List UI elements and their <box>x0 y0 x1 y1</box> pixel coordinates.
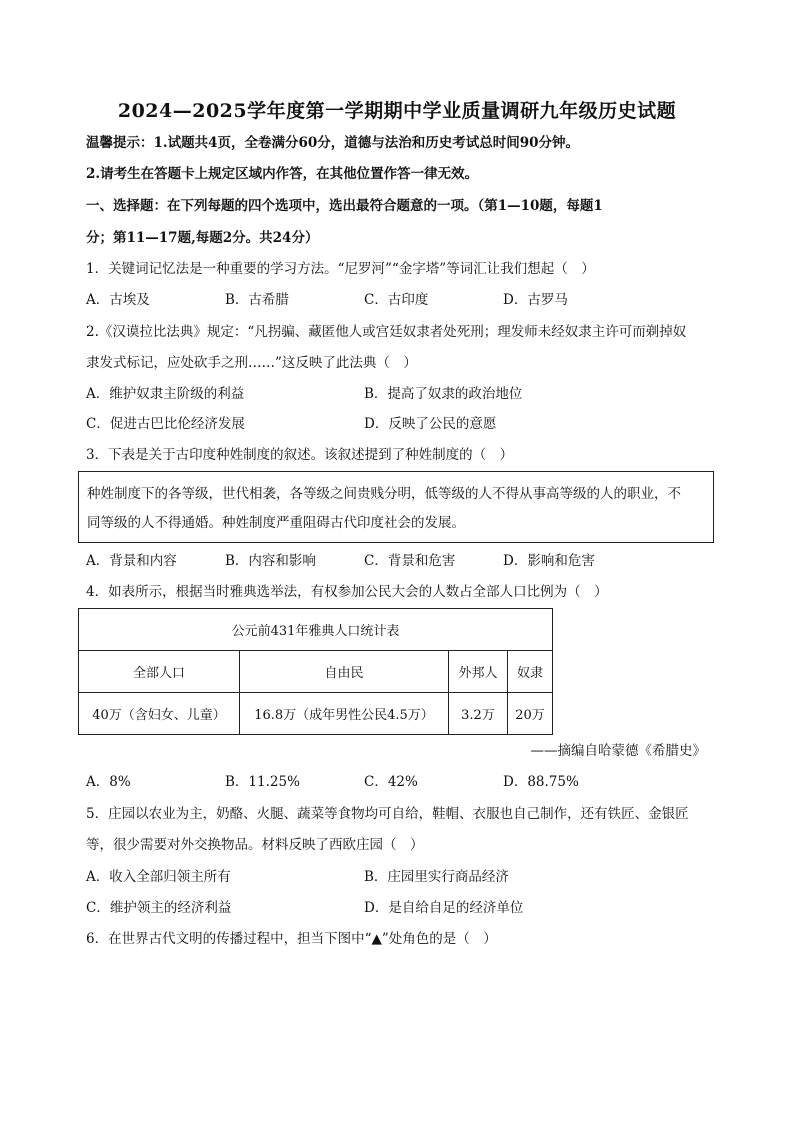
q2-stem-line-1: 2.《汉谟拉比法典》规定：“凡拐骗、藏匿他人或宫廷奴隶者处死刑；理发师未经奴隶主许可而剃掉奴 <box>86 324 687 340</box>
q4-option-c: C．42% <box>364 774 418 790</box>
q2-option-a: A．维护奴隶主阶级的利益 <box>86 386 245 402</box>
section-heading-line-2: 分；第11—17题,每题2分。共24分） <box>86 230 319 246</box>
table-header-freemen: 自由民 <box>240 651 449 693</box>
q5-option-c: C．维护领主的经济利益 <box>86 900 232 916</box>
notice-line-1: 温馨提示：1.试题共4页，全卷满分60分，道德与法治和历史考试总时间90分钟。 <box>86 135 580 151</box>
q2-option-b: B．提高了奴隶的政治地位 <box>364 386 523 402</box>
population-table <box>78 608 553 735</box>
notice-line-2: 2.请考生在答题卡上规定区域内作答，在其他位置作答一律无效。 <box>86 166 479 182</box>
q3-box-line-1: 种姓制度下的各等级，世代相袭，各等级之间贵贱分明，低等级的人不得从事高等级的人的职业，不 <box>87 486 681 502</box>
q1-option-c: C．古印度 <box>364 292 429 308</box>
page-title: 2024—2025学年度第一学期期中学业质量调研九年级历史试题 <box>117 100 677 122</box>
q3-option-d: D．影响和危害 <box>503 553 595 569</box>
table-cell-foreigners: 3.2万 <box>449 693 508 735</box>
table-header-total: 全部人口 <box>79 651 240 693</box>
q1-option-d: D．古罗马 <box>503 292 568 308</box>
q5-option-b: B．庄园里实行商品经济 <box>364 869 509 885</box>
q4-stem: 4．如表所示，根据当时雅典选举法，有权参加公民大会的人数占全部人口比例为（ ） <box>86 584 608 600</box>
table-cell-total: 40万（含妇女、儿童） <box>79 693 240 735</box>
q3-stem: 3．下表是关于古印度种姓制度的叙述。该叙述提到了种姓制度的（ ） <box>86 447 514 463</box>
q3-option-a: A．背景和内容 <box>86 553 177 569</box>
table-header-foreigners: 外邦人 <box>449 651 508 693</box>
q4-option-d: D．88.75% <box>503 774 579 790</box>
section-heading-line-1: 一、选择题：在下列每题的四个选项中，选出最符合题意的一项。（第1—10题，每题1 <box>86 198 603 214</box>
table-cell-slaves: 20万 <box>508 693 553 735</box>
q1-option-b: B．古希腊 <box>225 292 289 308</box>
q4-option-b: B．11.25% <box>225 774 300 790</box>
q5-stem-line-1: 5．庄园以农业为主，奶酪、火腿、蔬菜等食物均可自给，鞋帽、衣服也自己制作，还有铁匠、金银匠 <box>86 806 689 822</box>
q1-stem: 1．关键词记忆法是一种重要的学习方法。“尼罗河”“金字塔”等词汇让我们想起（ ） <box>86 261 595 277</box>
q3-option-c: C．背景和危害 <box>364 553 456 569</box>
table-source: ——摘编自哈蒙德《希腊史》 <box>530 743 706 759</box>
table-header-slaves: 奴隶 <box>508 651 553 693</box>
q2-stem-line-2: 隶发式标记，应处砍手之刑……”这反映了此法典（ ） <box>86 355 417 371</box>
q3-text-box <box>78 471 714 543</box>
q4-option-a: A．8% <box>86 774 131 790</box>
q1-option-a: A．古埃及 <box>86 292 150 308</box>
table-cell-freemen: 16.8万（成年男性公民4.5万） <box>240 693 449 735</box>
table-caption: 公元前431年雅典人口统计表 <box>79 609 553 651</box>
q5-stem-line-2: 等，很少需要对外交换物品。材料反映了西欧庄园（ ） <box>86 837 424 853</box>
q5-option-d: D．是自给自足的经济单位 <box>364 900 524 916</box>
q2-option-d: D．反映了公民的意愿 <box>364 416 497 432</box>
q3-box-line-2: 同等级的人不得通婚。种姓制度严重阻碍古代印度社会的发展。 <box>87 515 465 531</box>
q6-stem: 6．在世界古代文明的传播过程中，担当下图中“▲”处角色的是（ ） <box>86 931 497 947</box>
q3-option-b: B．内容和影响 <box>225 553 316 569</box>
q5-option-a: A．收入全部归领主所有 <box>86 869 231 885</box>
q2-option-c: C．促进古巴比伦经济发展 <box>86 416 245 432</box>
